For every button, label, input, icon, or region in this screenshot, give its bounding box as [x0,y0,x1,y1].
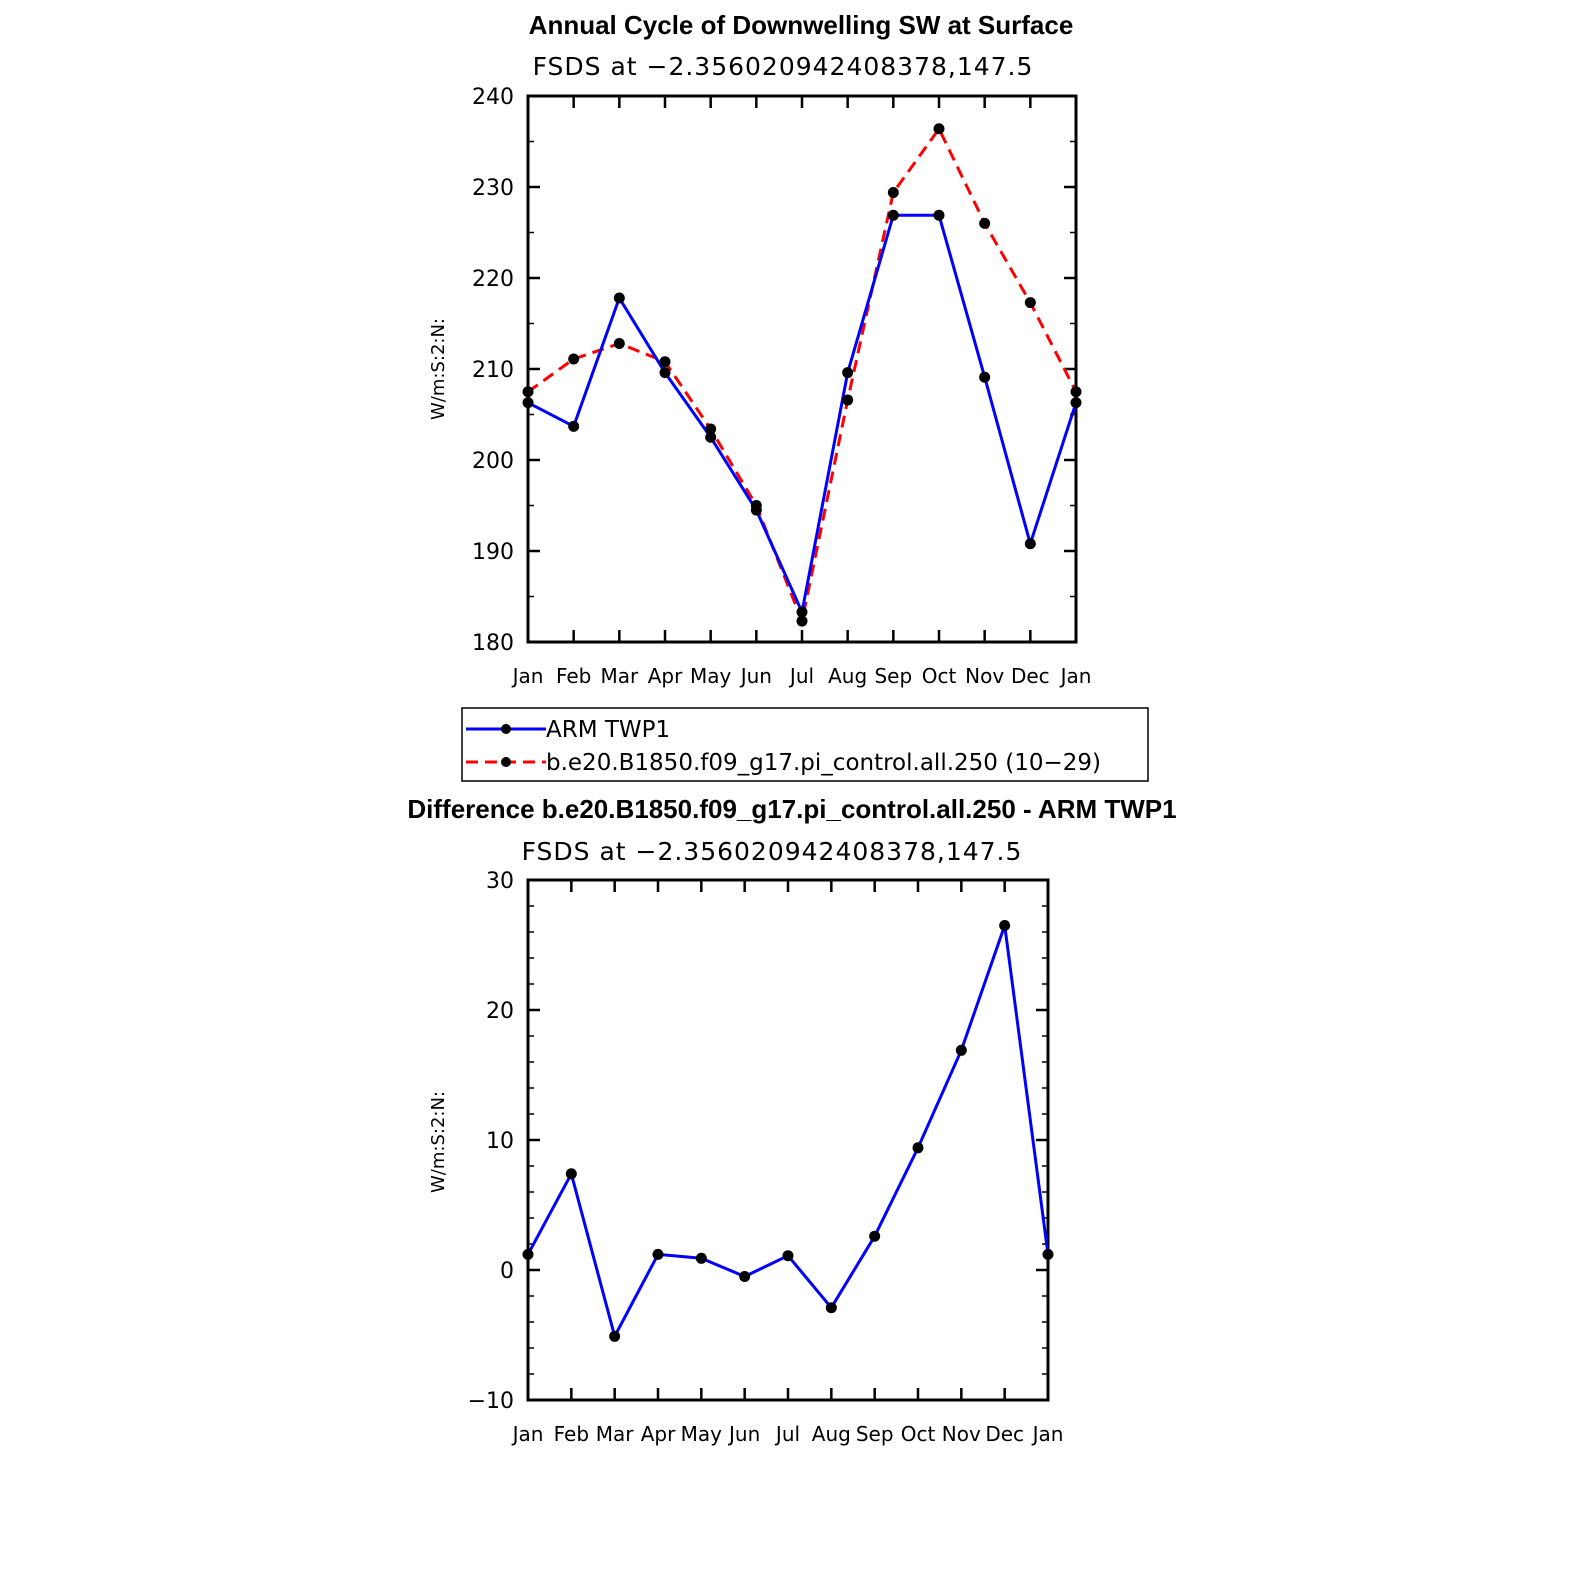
x-tick-label: Apr [640,1422,676,1446]
legend-marker-model [501,757,511,767]
data-point-0 [614,293,625,304]
data-point-1 [1071,386,1082,397]
annual-cycle-panel [428,10,1148,781]
x-tick-label: Jan [512,1422,544,1446]
x-tick-labels [511,664,1092,688]
data-point-0 [653,1249,664,1260]
y-axis-label: W/m:S:2:N: [428,318,449,420]
x-tick-label: Jun [740,664,772,688]
x-tick-label: Jul [775,1422,801,1446]
y-tick-label: 190 [472,540,514,565]
data-point-1 [979,218,990,229]
data-point-0 [934,210,945,221]
data-point-0 [999,920,1010,931]
data-point-0 [1025,538,1036,549]
legend-marker-arm [501,724,511,734]
x-tick-label: Feb [553,1422,590,1446]
data-point-1 [523,386,534,397]
difference-panel [407,794,1176,1446]
chart-subtitle: FSDS at −2.356020942408378,147.5 [521,837,1023,866]
data-point-0 [1071,397,1082,408]
y-tick-label: 230 [472,176,514,201]
series-layer [523,123,1082,626]
x-tick-label: Aug [828,664,868,688]
x-tick-label: Dec [985,1422,1025,1446]
series-line-0 [528,215,1076,612]
x-tick-label: Aug [811,1422,851,1446]
x-tick-label: Jan [512,664,544,688]
x-tick-label: Jul [789,664,815,688]
series-layer [523,920,1054,1342]
x-tick-labels [511,1422,1064,1446]
plot-frame [528,96,1076,642]
data-point-1 [888,187,899,198]
data-point-0 [1043,1249,1054,1260]
x-tick-label: Jan [1060,664,1092,688]
series-line-0 [528,926,1048,1337]
x-tick-label: Dec [1010,664,1050,688]
data-point-0 [523,1249,534,1260]
data-point-0 [566,1168,577,1179]
data-point-1 [842,394,853,405]
x-tick-label: May [689,664,732,688]
x-tick-label: Nov [941,1422,981,1446]
data-point-1 [751,500,762,511]
y-tick-label: 20 [486,999,514,1024]
data-point-0 [826,1302,837,1313]
y-tick-labels [468,869,514,1414]
data-point-0 [783,1250,794,1261]
legend-label-arm: ARM TWP1 [546,717,671,743]
x-tick-label: Mar [595,1422,634,1446]
data-point-1 [614,338,625,349]
data-point-0 [523,397,534,408]
x-tick-label: Feb [555,664,592,688]
data-point-1 [934,123,945,134]
data-point-0 [696,1253,707,1264]
x-tick-label: Oct [900,1422,936,1446]
data-point-1 [705,424,716,435]
y-tick-labels [472,85,514,656]
y-tick-label: 0 [500,1259,514,1284]
y-tick-label: 220 [472,267,514,292]
y-tick-label: 10 [486,1129,514,1154]
data-point-0 [979,372,990,383]
data-point-1 [660,356,671,367]
data-point-1 [568,353,579,364]
y-tick-label: 210 [472,358,514,383]
x-tick-label: Apr [647,664,683,688]
data-point-0 [913,1142,924,1153]
axis-ticks [528,96,1076,642]
legend-label-model: b.e20.B1850.f09_g17.pi_control.all.250 (10−29) [546,750,1101,776]
chart-title: Annual Cycle of Downwelling SW at Surface [528,10,1074,40]
x-tick-label: Nov [965,664,1005,688]
y-tick-label: 180 [472,631,514,656]
x-tick-label: Sep [874,664,913,688]
y-tick-label: 200 [472,449,514,474]
chart-title: Difference b.e20.B1850.f09_g17.pi_control.all.250 - ARM TWP1 [407,794,1177,824]
data-point-1 [1025,297,1036,308]
data-point-0 [842,367,853,378]
y-axis-label: W/m:S:2:N: [428,1091,449,1193]
legend [462,708,1148,781]
axis-ticks [528,880,1048,1400]
x-tick-label: Oct [921,664,957,688]
data-point-0 [568,421,579,432]
x-tick-label: Jun [729,1422,761,1446]
x-tick-label: Mar [600,664,639,688]
y-tick-label: 240 [472,85,514,110]
data-point-0 [869,1231,880,1242]
x-tick-label: Sep [855,1422,894,1446]
data-point-0 [609,1331,620,1342]
data-point-0 [660,367,671,378]
y-tick-label: −10 [467,1389,514,1414]
x-tick-label: May [680,1422,723,1446]
x-tick-label: Jan [1032,1422,1064,1446]
data-point-0 [956,1045,967,1056]
plot-frame [528,880,1048,1400]
series-line-1 [528,129,1076,621]
data-point-1 [797,616,808,627]
data-point-0 [739,1271,750,1282]
y-tick-label: 30 [486,869,514,894]
data-point-0 [888,210,899,221]
chart-subtitle: FSDS at −2.356020942408378,147.5 [532,52,1034,81]
